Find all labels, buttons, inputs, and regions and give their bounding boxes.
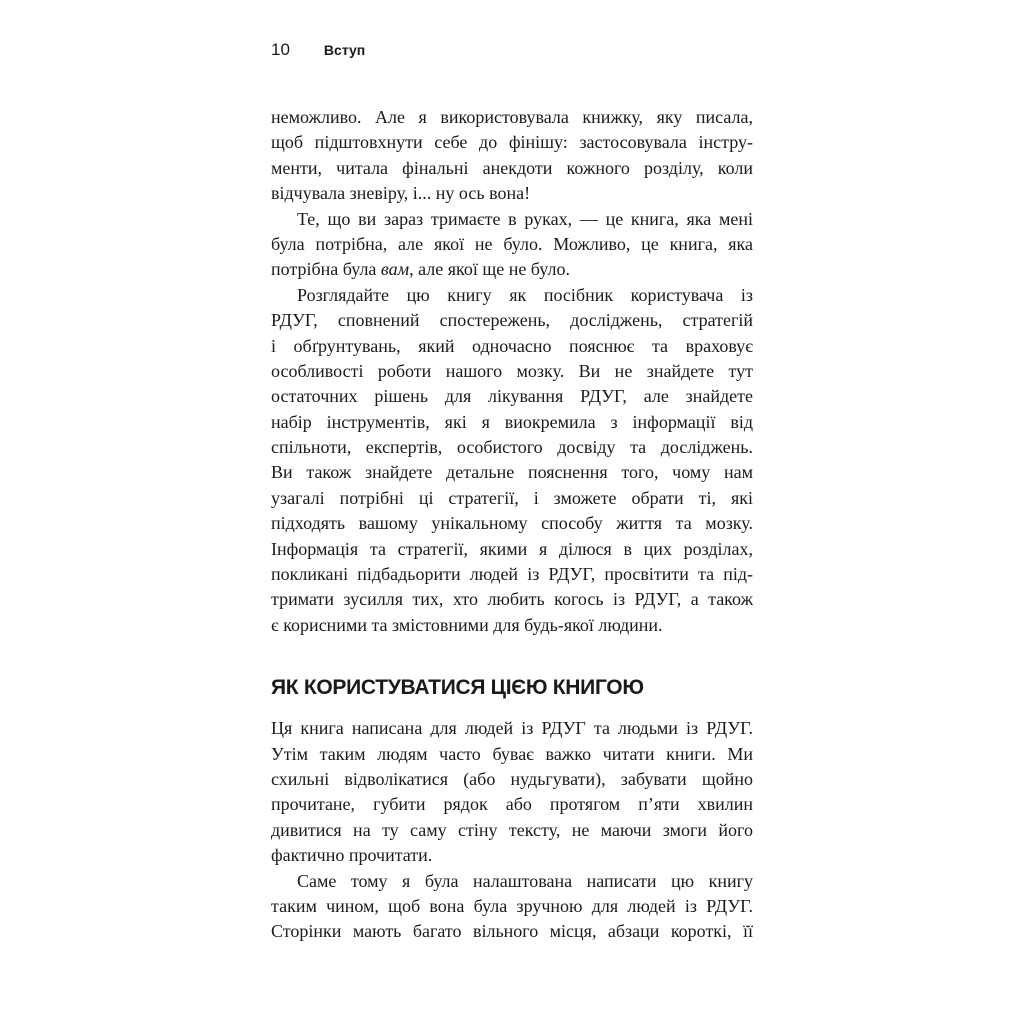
text-line: схильні відволікатися (або нудьгувати), забувати щойно [271, 768, 753, 789]
text-line: особливості роботи нашого мозку. Ви не знайдете тут [271, 360, 753, 381]
running-head [271, 40, 753, 70]
text-line: відчувала зневіру, і... ну ось вона! [271, 183, 531, 204]
text-line: покликані підбадьорити людей із РДУГ, просвітити та під- [271, 564, 753, 585]
text-line: неможливо. Але я використовувала книжку, яку писала, [271, 107, 753, 127]
book-page [271, 40, 753, 945]
paragraph [271, 207, 753, 283]
text-line: Саме тому я була налаштована написати цю книгу [297, 870, 753, 891]
body-text [271, 105, 753, 638]
text-line: і обґрунтувань, який одночасно пояснює та враховує [271, 335, 753, 356]
text-line: була потрібна, але якої не було. Можливо, це книга, яка [271, 233, 753, 254]
text-line: тримати зусилля тих, хто любить когось із РДУГ, а також [271, 589, 753, 610]
section-title: Вступ [323, 42, 366, 58]
text-line: Ця книга написана для людей із РДУГ та людьми із РДУГ. [271, 718, 753, 739]
text-line: Розглядайте цю книгу як посібник користувача із [297, 284, 753, 305]
text-fragment: потрібна була [271, 259, 381, 280]
text-line: дивитися на ту саму стіну тексту, не маючи змоги його [271, 819, 753, 840]
text-line: є корисними та змістовними для будь-якої людини. [271, 614, 663, 635]
paragraph [271, 869, 753, 945]
text-line: остаточних рішень для лікування РДУГ, але знайдете [271, 386, 753, 407]
text-fragment: , але якої ще не було. [409, 259, 570, 280]
section-heading: ЯК КОРИСТУВАТИСЯ ЦІЄЮ КНИГОЮ [271, 676, 644, 700]
text-line: підходять вашому унікальному способу життя та мозку. [271, 513, 753, 534]
text-line: менти, читала фінальні анекдоти кожного розділу, коли [271, 157, 753, 178]
paragraph [271, 283, 753, 638]
text-line: Інформація та стратегії, якими я ділюся в цих розділах, [271, 538, 753, 559]
text-line: Утім таким людям часто буває важко читати книги. Ми [271, 743, 753, 764]
text-line: Сторінки мають багато вільного місця, абзаци короткі, її [271, 921, 753, 942]
text-line: Те, що ви зараз тримаєте в руках, — це книга, яка мені [297, 208, 753, 229]
page-number: 10 [271, 40, 290, 59]
text-line: набір інструментів, які я виокремила з інформації від [271, 411, 753, 432]
text-line: щоб підштовхнути себе до фінішу: застосовувала інстру- [271, 132, 753, 153]
text-line: прочитане, губити рядок або протягом п’яти хвилин [271, 794, 753, 815]
text-line: таким чином, щоб вона була зручною для людей із РДУГ. [271, 895, 753, 916]
text-line: узагалі потрібні ці стратегії, і зможете обрати ті, які [271, 487, 753, 508]
text-line [271, 257, 753, 282]
text-line: РДУГ, сповнений спостережень, досліджень, стратегій [271, 310, 753, 331]
text-line: спільноти, експертів, особистого досвіду та досліджень. [271, 437, 753, 458]
emphasized-word: вам [380, 259, 410, 280]
text-line: Ви також знайдете детальне пояснення того, чому нам [271, 462, 753, 483]
paragraph [271, 105, 753, 207]
text-line: фактично прочитати. [271, 845, 433, 866]
body-text [271, 716, 753, 945]
paragraph [271, 716, 753, 868]
